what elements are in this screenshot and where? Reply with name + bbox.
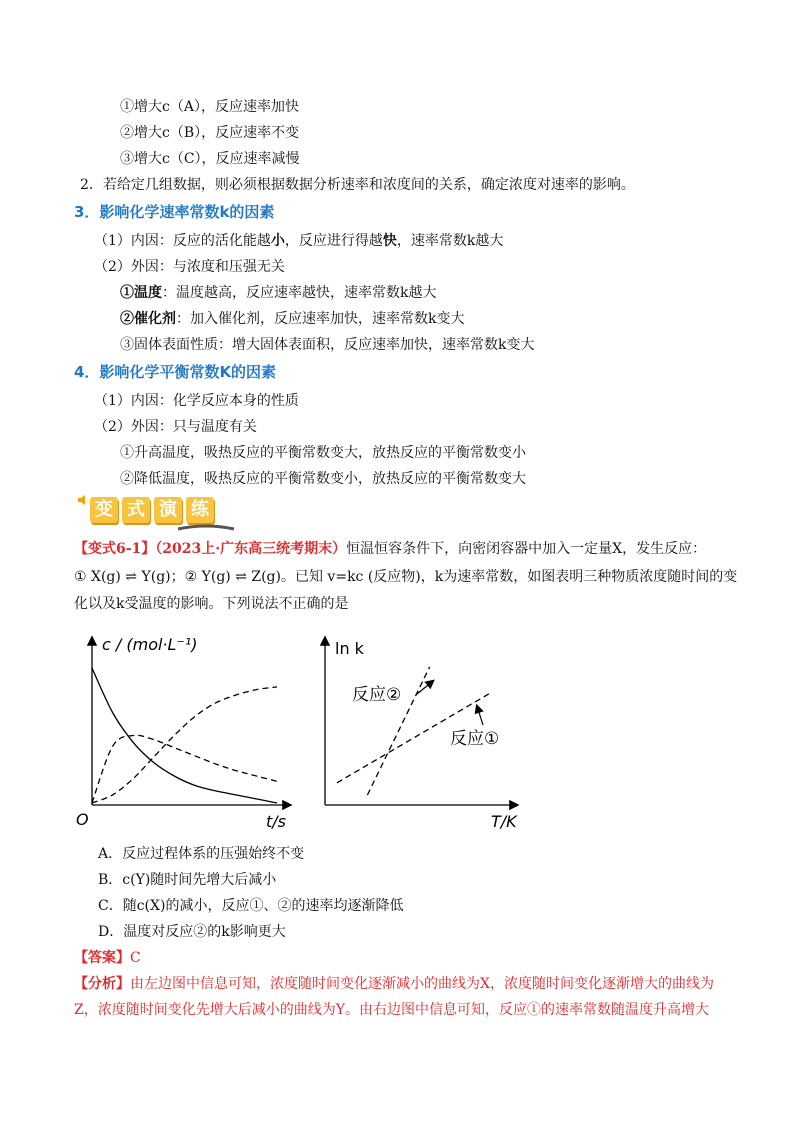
- banner-brush-stroke: [176, 523, 236, 533]
- question-line-1: 【变式6-1】（2023上·广东高三统考期末）恒温恒容条件下，向密闭容器中加入一定量X，发生反应：: [74, 541, 707, 557]
- arrow-reaction-2: [417, 681, 433, 694]
- lnk-temperature-chart: [305, 630, 525, 835]
- arrow-reaction-1: [477, 706, 483, 725]
- series-line-1: [92, 668, 277, 803]
- intro-item-1: ①增大c（A），反应速率加快: [120, 99, 299, 115]
- section4-raise-temperature: ①升高温度，吸热反应的平衡常数变大，放热反应的平衡常数变小: [120, 445, 526, 461]
- item-2-text: 2．若给定几组数据，则必须根据数据分析速率和浓度间的关系，确定浓度对速率的影响。: [80, 177, 635, 193]
- analysis-line-2: Z，浓度随时间变化先增大后减小的曲线为Y。由右边图中信息可知，反应①的速率常数随温度升高增大: [74, 1002, 709, 1018]
- practice-banner: [76, 493, 216, 531]
- question-tag: 【变式6-1】: [74, 541, 156, 557]
- x-axis-label: T/K: [491, 812, 517, 831]
- section4-internal: （1）内因：化学反应本身的性质: [94, 393, 299, 409]
- x-axis-label: t/s: [266, 812, 286, 831]
- section3-internal: （1）内因：反应的活化能越小，反应进行得越快，速率常数k越大: [94, 233, 504, 249]
- intro-item-3: ③增大c（C），反应速率减慢: [120, 151, 300, 167]
- section3-heading: 3．影响化学速率常数k的因素: [74, 203, 275, 221]
- option-b: B．c(Y)随时间先增大后减小: [98, 872, 277, 888]
- option-d: D．温度对反应②的k影响更大: [98, 924, 286, 940]
- section4-heading: 4．影响化学平衡常数K的因素: [74, 363, 277, 381]
- question-source: （2023上·广东高三统考期末）: [155, 541, 347, 557]
- y-axis-label: c / (mol·L⁻¹): [102, 635, 198, 654]
- answer: 【答案】C: [74, 950, 141, 966]
- origin-label: O: [76, 810, 89, 829]
- series-line-3: [92, 687, 277, 803]
- section4-lower-temperature: ②降低温度，吸热反应的平衡常数变小，放热反应的平衡常数变大: [120, 471, 526, 487]
- section3-temperature: ①温度：温度越高，反应速率越快，速率常数k越大: [120, 285, 437, 301]
- label-reaction-1: 反应①: [450, 729, 500, 749]
- section3-solid-surface: ③固体表面性质：增大固体表面积，反应速率加快，速率常数k变大: [120, 337, 535, 353]
- banner-char-2: 式: [122, 497, 150, 523]
- section3-external: （2）外因：与浓度和压强无关: [94, 259, 285, 275]
- option-c: C．随c(X)的减小，反应①、②的速率均逐渐降低: [98, 898, 404, 914]
- series-line-2: [92, 735, 277, 803]
- question-line-3: 化以及k受温度的影响。下列说法不正确的是: [74, 596, 349, 612]
- question-line-2: ① X(g) ⇌ Y(g)；② Y(g) ⇌ Z(g)。已知 v=kc (反应物)，k为速率常数，如图表明三种物质浓度随时间的变: [74, 569, 738, 585]
- y-axis-label: ln k: [335, 639, 364, 658]
- concentration-time-chart: [72, 630, 302, 835]
- option-a: A．反应过程体系的压强始终不变: [98, 846, 305, 862]
- section3-catalyst: ②催化剂：加入催化剂，反应速率加快，速率常数k变大: [120, 311, 465, 327]
- analysis-line-1: 【分析】由左边图中信息可知，浓度随时间变化逐渐减小的曲线为X，浓度随时间变化逐渐增大的曲线为: [74, 976, 714, 992]
- section4-external: （2）外因：只与温度有关: [94, 419, 257, 435]
- speaker-icon: [76, 493, 90, 507]
- label-reaction-2: 反应②: [352, 685, 402, 705]
- banner-char-1: 变: [90, 497, 118, 523]
- banner-char-3: 演: [154, 497, 182, 523]
- banner-char-4: 练: [186, 497, 214, 523]
- intro-item-2: ②增大c（B），反应速率不变: [120, 125, 300, 141]
